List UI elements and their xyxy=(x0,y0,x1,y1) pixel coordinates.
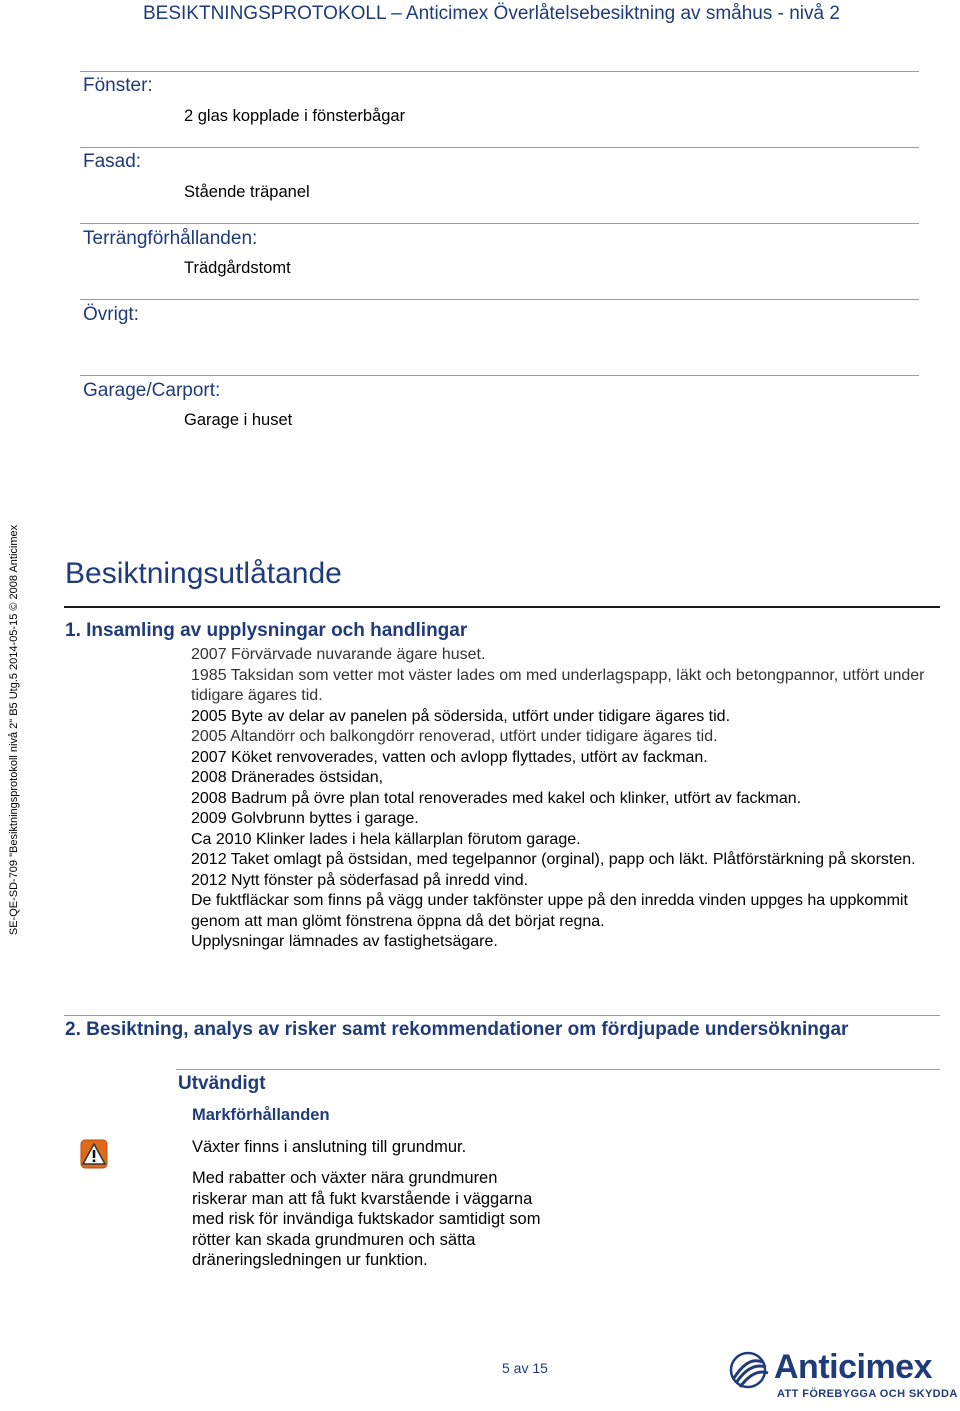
field-value-window: 2 glas kopplade i fönsterbågar xyxy=(184,107,406,125)
section-divider xyxy=(64,1015,940,1016)
page-header-title: BESIKTNINGSPROTOKOLL – Anticimex Överlåtelsebesiktning av småhus - nivå 2 xyxy=(143,3,840,24)
history-item: 1985 Taksidan som vetter mot väster lades om med underlagspapp, läkt och betongpannor, utfört under tidigare ägares tid. xyxy=(191,666,925,704)
history-item: Ca 2010 Klinker lades i hela källarplan förutom garage. xyxy=(191,830,581,848)
logo-tagline: ATT FÖREBYGGA OCH SKYDDA xyxy=(777,1388,958,1400)
field-rule xyxy=(80,375,919,376)
observation-text: Växter finns i anslutning till grundmur. xyxy=(192,1138,467,1156)
history-item: 2007 Köket renvoverades, vatten och avlopp flyttades, utfört av fackman. xyxy=(191,748,708,766)
anticimex-logo xyxy=(728,1348,958,1405)
section-divider xyxy=(64,606,940,608)
field-rule xyxy=(80,299,919,300)
subsection-title: Utvändigt xyxy=(178,1073,266,1094)
page-number: 5 av 15 xyxy=(502,1360,548,1376)
field-label-terrain: Terrängförhållanden: xyxy=(83,228,258,249)
field-label-garage: Garage/Carport: xyxy=(83,380,221,401)
section-title: Besiktningsutlåtande xyxy=(65,557,342,590)
history-item: 2007 Förvärvade nuvarande ägare huset. xyxy=(191,646,486,663)
field-value-facade: Stående träpanel xyxy=(184,183,310,201)
history-item: 2012 Nytt fönster på söderfasad på inredd vind. xyxy=(191,871,529,889)
part2-heading: 2. Besiktning, analys av risker samt rekommendationer om fördjupade undersökningar xyxy=(65,1019,849,1040)
field-label-other: Övrigt: xyxy=(83,304,139,325)
history-item: 2012 Taket omlagt på östsidan, med tegelpannor (orginal), papp och läkt. Plåtförstärkning på skorsten. xyxy=(191,851,916,868)
subsection-divider xyxy=(176,1069,940,1070)
history-item: De fuktfläckar som finns på vägg under takfönster uppe på den inredda vinden uppges ha uppkommit genom att man glömt fönstrena öppna då det börjat regna. xyxy=(191,892,908,930)
field-value-terrain: Trädgårdstomt xyxy=(184,259,291,277)
side-document-reference: SE-QE-SD-709 "Besiktningsprotokoll nivå 2" B5 Utg.5 2014-05-15 © 2008 Anticimex xyxy=(8,524,20,936)
field-value-garage: Garage i huset xyxy=(184,411,293,429)
risk-note-text: Med rabatter och växter nära grundmuren riskerar man att få fukt kvarstående i väggarna med risk för invändiga fuktskador samtidigt som rötter kan skada grundmuren och sätta dräneringsledningen ur funktion. xyxy=(192,1169,541,1270)
logo-wordmark: Anticimex xyxy=(774,1348,932,1386)
history-item: 2005 Altandörr och balkongdörr renoverad, utfört under tidigare ägares tid. xyxy=(191,728,718,745)
history-item: 2009 Golvbrunn byttes i garage. xyxy=(191,810,419,827)
history-list xyxy=(191,645,931,953)
history-item: 2005 Byte av delar av panelen på södersida, utfört under tidigare ägares tid. xyxy=(191,707,731,725)
field-label-window: Fönster: xyxy=(83,75,153,96)
warning-icon xyxy=(80,1139,108,1169)
anticimex-logo-mark-icon xyxy=(728,1350,772,1390)
history-item: Upplysningar lämnades av fastighetsägare. xyxy=(191,933,498,950)
subsubsection-title: Markförhållanden xyxy=(192,1106,330,1124)
field-rule xyxy=(80,147,919,148)
part1-heading: 1. Insamling av upplysningar och handlingar xyxy=(65,620,468,641)
field-label-facade: Fasad: xyxy=(83,151,142,172)
history-item: 2008 Dränerades östsidan, xyxy=(191,769,384,786)
field-rule xyxy=(80,71,919,72)
field-rule xyxy=(80,223,919,224)
history-item: 2008 Badrum på övre plan total renoverades med kakel och klinker, utfört av fackman. xyxy=(191,789,802,807)
